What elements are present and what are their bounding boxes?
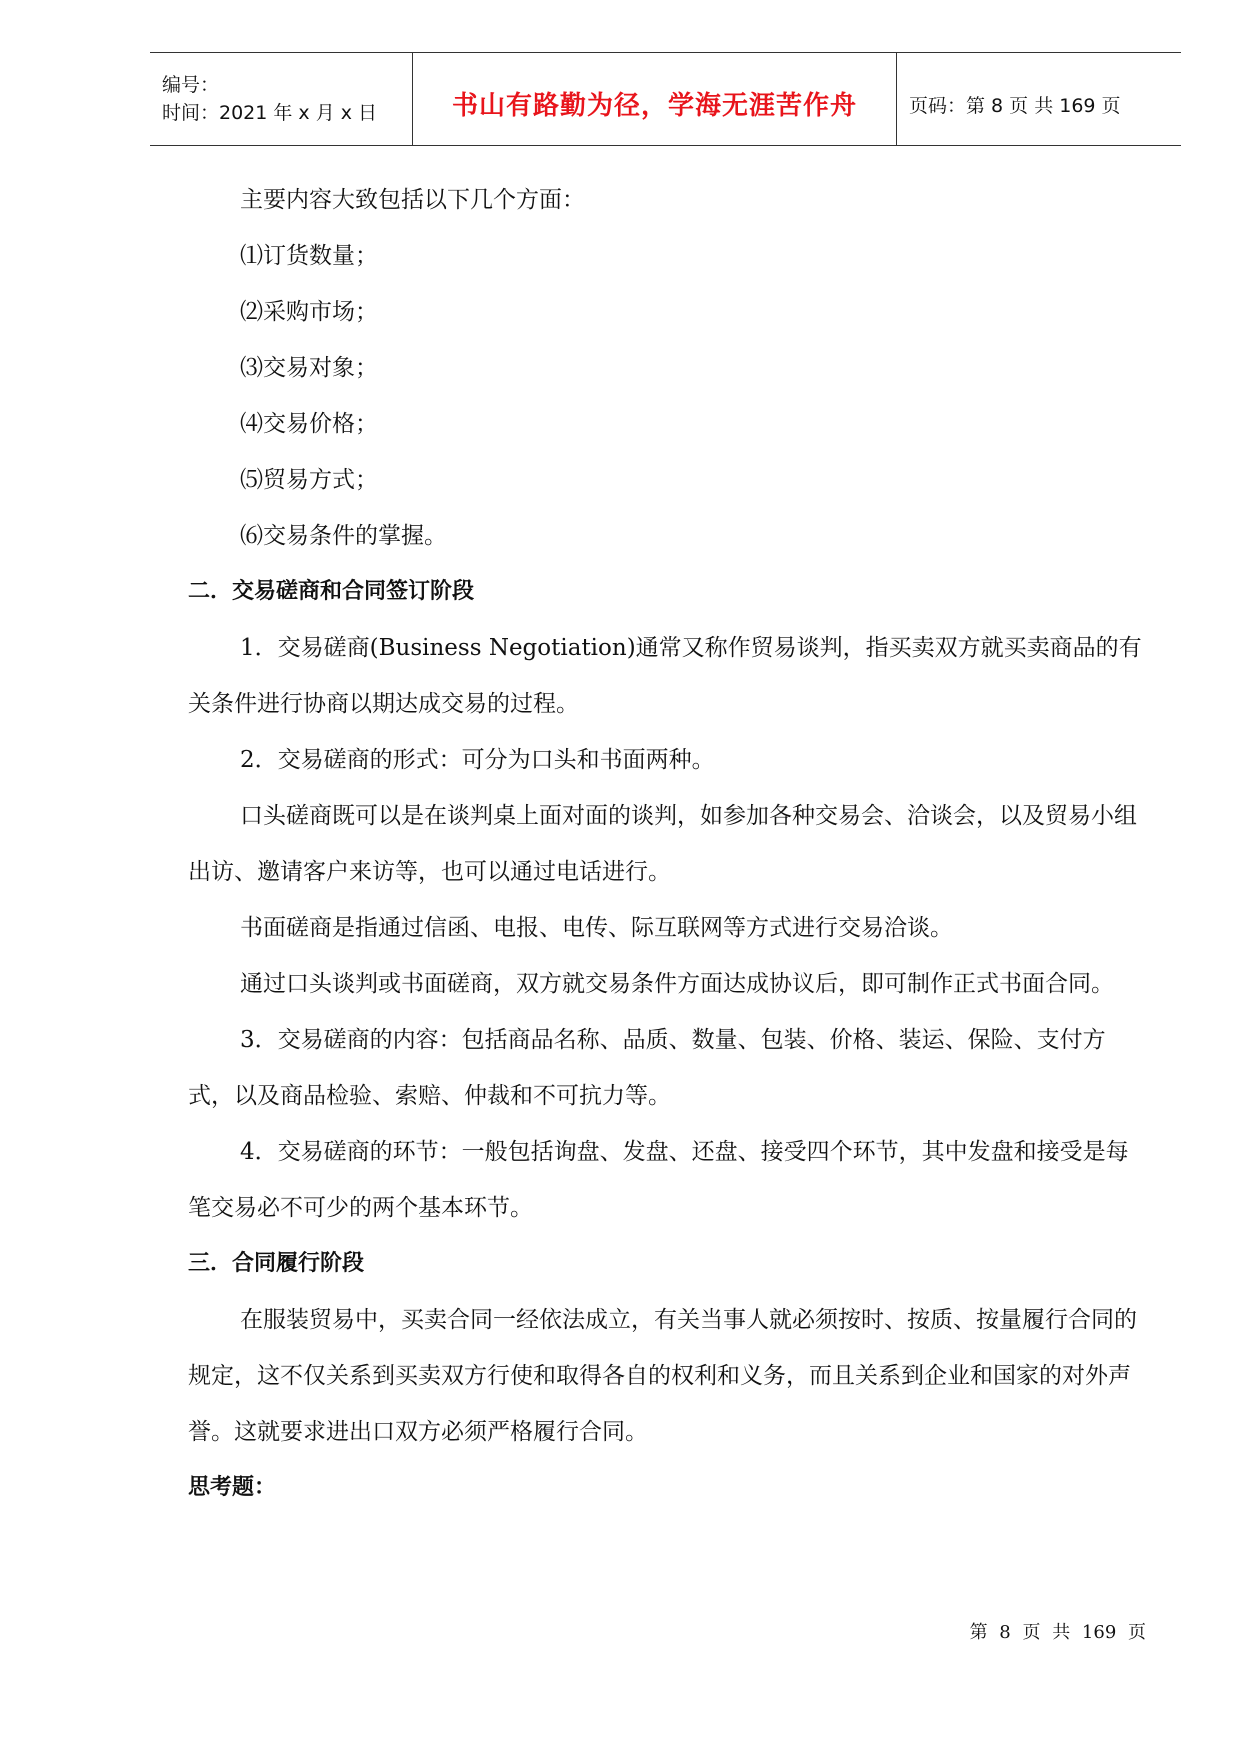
body-paragraph: 4．交易磋商的环节：一般包括询盘、发盘、还盘、接受四个环节，其中发盘和接受是每笔交易必不可少的两个基本环节。 [188, 1139, 1129, 1221]
list-item: ⑶交易对象； [240, 355, 378, 381]
body-paragraph: 书面磋商是指通过信函、电报、电传、际互联网等方式进行交易洽谈。 [240, 915, 953, 941]
header-code-label: 编号： [162, 74, 220, 96]
list-item: ⑵采购市场； [240, 299, 378, 325]
body-paragraph: 2．交易磋商的形式：可分为口头和书面两种。 [240, 747, 715, 773]
body-paragraph: 在服装贸易中，买卖合同一经依法成立，有关当事人就必须按时、按质、按量履行合同的规定，这不仅关系到买卖双方行使和取得各自的权利和义务，而且关系到企业和国家的对外声誉。这就要求进出口双方必须严格履行合同。 [188, 1307, 1137, 1445]
header-time-label: 时间：2021 年 x 月 x 日 [162, 102, 378, 124]
questions-heading: 思考题： [188, 1475, 277, 1500]
list-item: ⑴订货数量； [240, 243, 378, 269]
section-heading-2: 二．交易磋商和合同签订阶段 [188, 579, 475, 604]
list-item: ⑸贸易方式； [240, 467, 378, 493]
body-paragraph: 口头磋商既可以是在谈判桌上面对面的谈判，如参加各种交易会、洽谈会，以及贸易小组出访、邀请客户来访等，也可以通过电话进行。 [188, 803, 1137, 885]
document-body [188, 172, 1144, 1516]
section-heading-3: 三．合同履行阶段 [188, 1251, 365, 1276]
header-motto: 书山有路勤为径，学海无涯苦作舟 [413, 53, 897, 145]
list-item: ⑷交易价格； [240, 411, 378, 437]
page-footer: 第 8 页 共 169 页 [969, 1622, 1146, 1643]
header-page-info: 页码：第 8 页 共 169 页 [909, 94, 1121, 117]
list-item: ⑹交易条件的掌握。 [240, 523, 447, 549]
page-header [150, 52, 1181, 146]
body-paragraph: 通过口头谈判或书面磋商，双方就交易条件方面达成协议后，即可制作正式书面合同。 [240, 971, 1114, 997]
header-meta [150, 53, 413, 145]
body-paragraph: 3．交易磋商的内容：包括商品名称、品质、数量、包装、价格、装运、保险、支付方式，以及商品检验、索赔、仲裁和不可抗力等。 [188, 1027, 1106, 1109]
intro-paragraph: 主要内容大致包括以下几个方面： [240, 187, 585, 213]
body-paragraph: 1．交易磋商(Business Negotiation)通常又称作贸易谈判，指买卖双方就买卖商品的有关条件进行协商以期达成交易的过程。 [188, 635, 1142, 717]
